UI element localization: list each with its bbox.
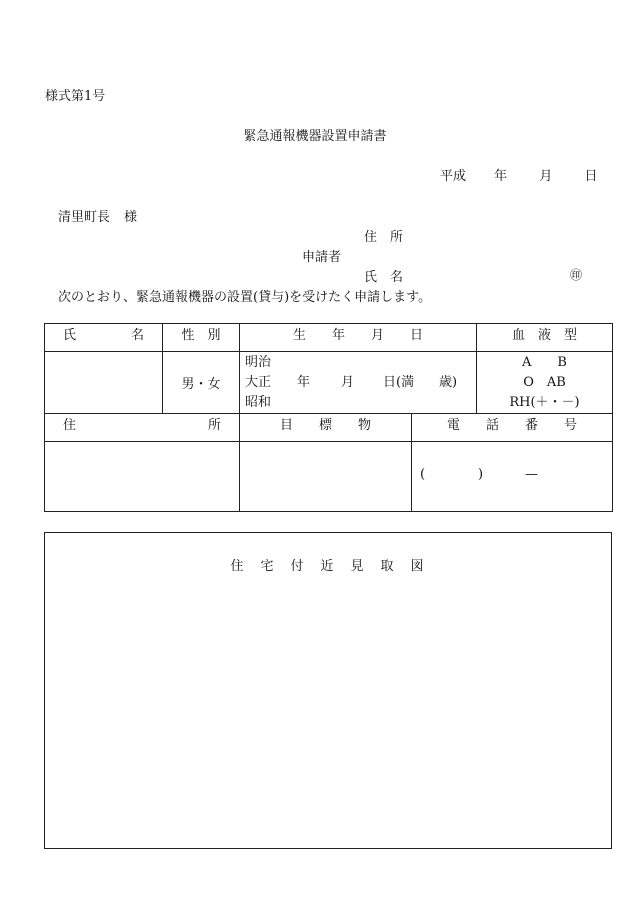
birthdate-cell[interactable] — [240, 352, 477, 414]
address-cell[interactable] — [45, 442, 240, 512]
date-line — [440, 165, 597, 184]
birth-month-unit: 月 — [341, 375, 355, 390]
header-address: 住 所 — [45, 414, 240, 442]
applicant-info-entry-row — [45, 352, 613, 414]
house-map-box[interactable] — [44, 532, 612, 849]
address-info-entry-row — [45, 442, 613, 512]
era-taisho: 大正 — [245, 375, 272, 390]
address-info-table — [44, 413, 613, 512]
phone-cell[interactable] — [412, 442, 613, 512]
addressee-name: 清里町長 — [58, 210, 111, 225]
blood-type-rh: RH(＋・－) — [509, 395, 580, 410]
blood-type-o-ab: O AB — [523, 375, 566, 390]
era-meiji: 明治 — [245, 355, 272, 370]
date-era: 平成 — [440, 169, 467, 184]
phone-close-paren: ) — [478, 466, 484, 482]
era-showa: 昭和 — [245, 395, 272, 410]
blood-type-a-b: A B — [522, 355, 567, 370]
document-title: 緊急通報機器設置申請書 — [243, 129, 387, 144]
header-gender: 性 別 — [163, 324, 240, 352]
birth-year-unit: 年 — [297, 375, 311, 390]
form-number: 様式第1号 — [45, 89, 106, 104]
age-unit: 歳) — [439, 375, 458, 390]
gender-cell[interactable] — [163, 352, 240, 414]
date-year: 年 — [494, 169, 508, 184]
blood-type-cell[interactable] — [477, 352, 613, 414]
seal-mark: ㊞ — [570, 268, 583, 282]
name-cell[interactable] — [45, 352, 163, 414]
applicant-info-header-row — [45, 324, 613, 352]
phone-open-paren: ( — [420, 466, 426, 482]
birth-day-unit: 日(満 — [383, 375, 415, 390]
application-statement: 次のとおり、緊急通報機器の設置(貸与)を受けたく申請します。 — [58, 290, 432, 305]
header-name: 氏 名 — [45, 324, 163, 352]
header-landmark: 目 標 物 — [240, 414, 412, 442]
applicant-info-table — [44, 323, 613, 414]
header-birthdate: 生 年 月 日 — [240, 324, 477, 352]
applicant-address-label: 住 所 — [364, 230, 404, 245]
landmark-cell[interactable] — [240, 442, 412, 512]
house-map-title: 住 宅 付 近 見 取 図 — [230, 559, 426, 574]
addressee — [58, 206, 137, 225]
address-info-header-row — [45, 414, 613, 442]
phone-dash: — — [525, 466, 538, 482]
date-day: 日 — [584, 169, 598, 184]
header-blood-type: 血 液 型 — [477, 324, 613, 352]
applicant-role-label: 申請者 — [302, 250, 342, 265]
header-phone: 電 話 番 号 — [412, 414, 613, 442]
date-month: 月 — [539, 169, 553, 184]
gender-options: 男・女 — [181, 377, 221, 392]
addressee-honorific: 様 — [124, 210, 138, 225]
applicant-name-label: 氏 名 — [364, 270, 404, 285]
